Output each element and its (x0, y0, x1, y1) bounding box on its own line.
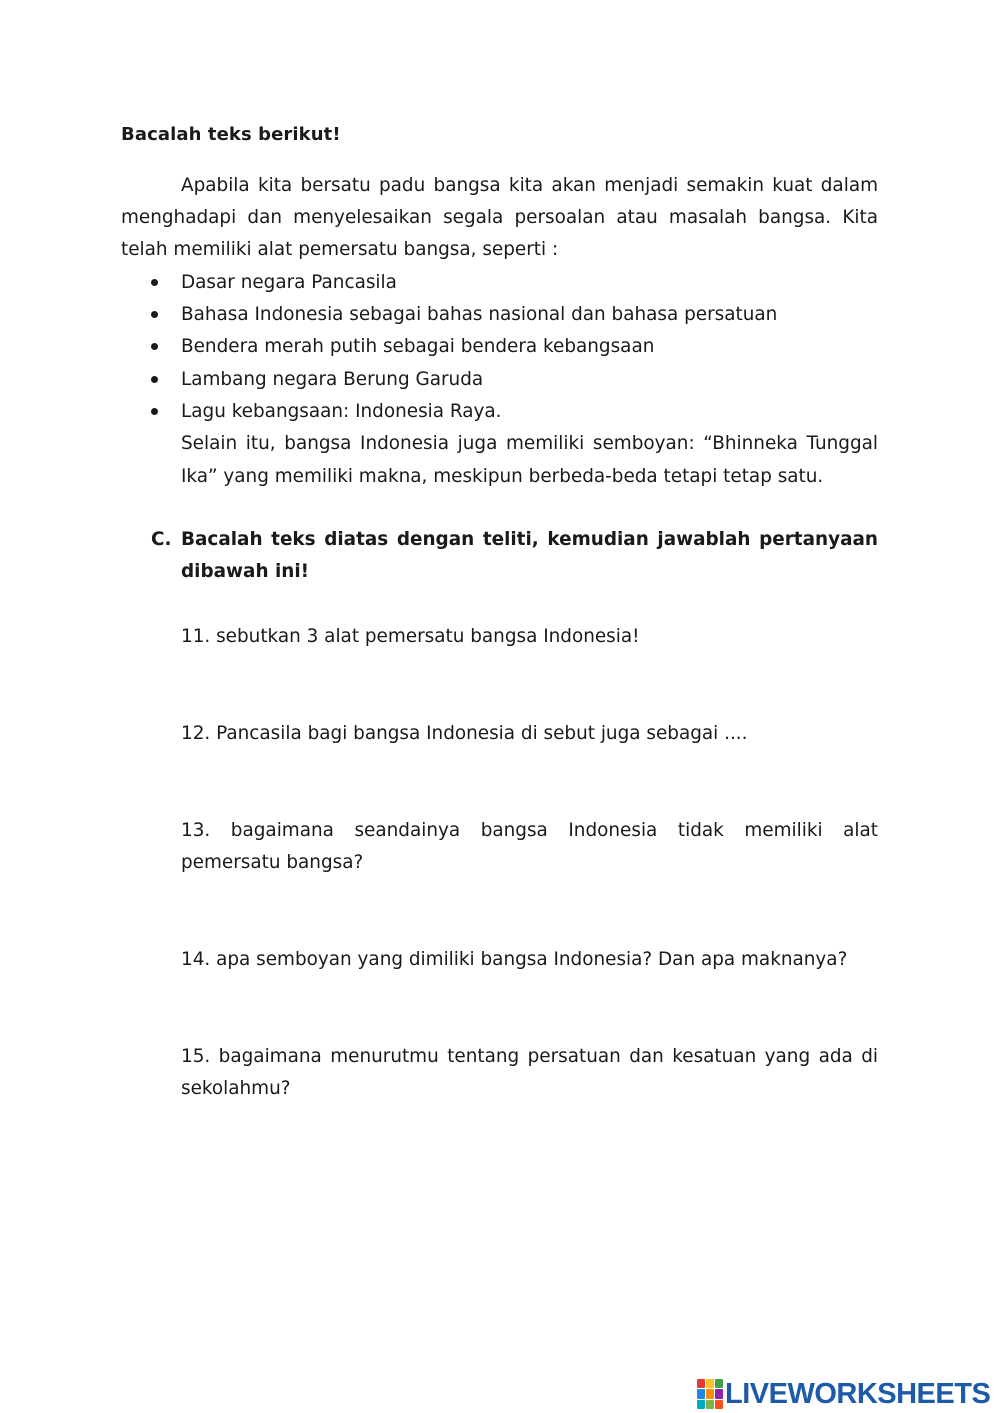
list-item-text: Dasar negara Pancasila (181, 272, 397, 293)
logo-text: LIVEWORKSHEETS (725, 1378, 991, 1410)
page-heading: Bacalah teks berikut! (121, 124, 341, 145)
section-instruction-text: Bacalah teks diatas dengan teliti, kemudian jawablah pertanyaan dibawah ini! (181, 529, 878, 582)
intro-paragraph: Apabila kita bersatu padu bangsa kita akan menjadi semakin kuat dalam menghadapi dan menyelesaikan segala persoalan atau masalah bangsa. Kita telah memiliki alat pemersatu bangsa, seperti : (121, 175, 878, 260)
question-11: 11. sebutkan 3 alat pemersatu bangsa Indonesia! (181, 626, 640, 647)
logo-icon-square (706, 1389, 714, 1398)
logo-icon-square (697, 1400, 705, 1409)
question-13: 13. bagaimana seandainya bangsa Indonesia tidak memiliki alat pemersatu bangsa? (181, 820, 878, 873)
list-item-text: Lagu kebangsaan: Indonesia Raya. (181, 400, 502, 422)
bullet-icon (151, 343, 158, 350)
list-item-text: Bahasa Indonesia sebagai bahas nasional dan bahasa persatuan (181, 304, 778, 326)
unifier-list (121, 267, 878, 428)
bullet-icon (151, 408, 158, 415)
bullet-icon (151, 311, 158, 318)
list-item (121, 331, 878, 363)
list-item (121, 396, 878, 428)
logo-icon-square (715, 1400, 723, 1409)
logo-icon-square (706, 1379, 714, 1388)
logo-icon-square (697, 1379, 705, 1388)
section-letter: C. (151, 529, 172, 550)
section-instruction (151, 524, 878, 588)
question-14: 14. apa semboyan yang dimiliki bangsa Indonesia? Dan apa maknanya? (181, 949, 848, 970)
logo-icon-square (706, 1400, 714, 1409)
liveworksheets-logo (697, 1376, 990, 1412)
list-item (121, 364, 878, 396)
list-item (121, 299, 878, 331)
bullet-icon (151, 376, 158, 383)
logo-icon-square (715, 1379, 723, 1388)
list-item-text: Bendera merah putih sebagai bendera kebangsaan (181, 336, 655, 358)
logo-icon-square (715, 1389, 723, 1398)
question-15: 15. bagaimana menurutmu tentang persatuan dan kesatuan yang ada di sekolahmu? (181, 1046, 878, 1099)
motto-paragraph: Selain itu, bangsa Indonesia juga memiliki semboyan: “Bhinneka Tunggal Ika” yang memiliki makna, meskipun berbeda-beda tetapi tetap satu. (181, 433, 878, 487)
list-item (121, 267, 878, 299)
bullet-icon (151, 279, 158, 286)
logo-icon-square (697, 1389, 705, 1398)
liveworksheets-logo-icon (697, 1379, 723, 1409)
question-12: 12. Pancasila bagi bangsa Indonesia di sebut juga sebagai .... (181, 723, 748, 744)
list-item-text: Lambang negara Berung Garuda (181, 368, 484, 390)
